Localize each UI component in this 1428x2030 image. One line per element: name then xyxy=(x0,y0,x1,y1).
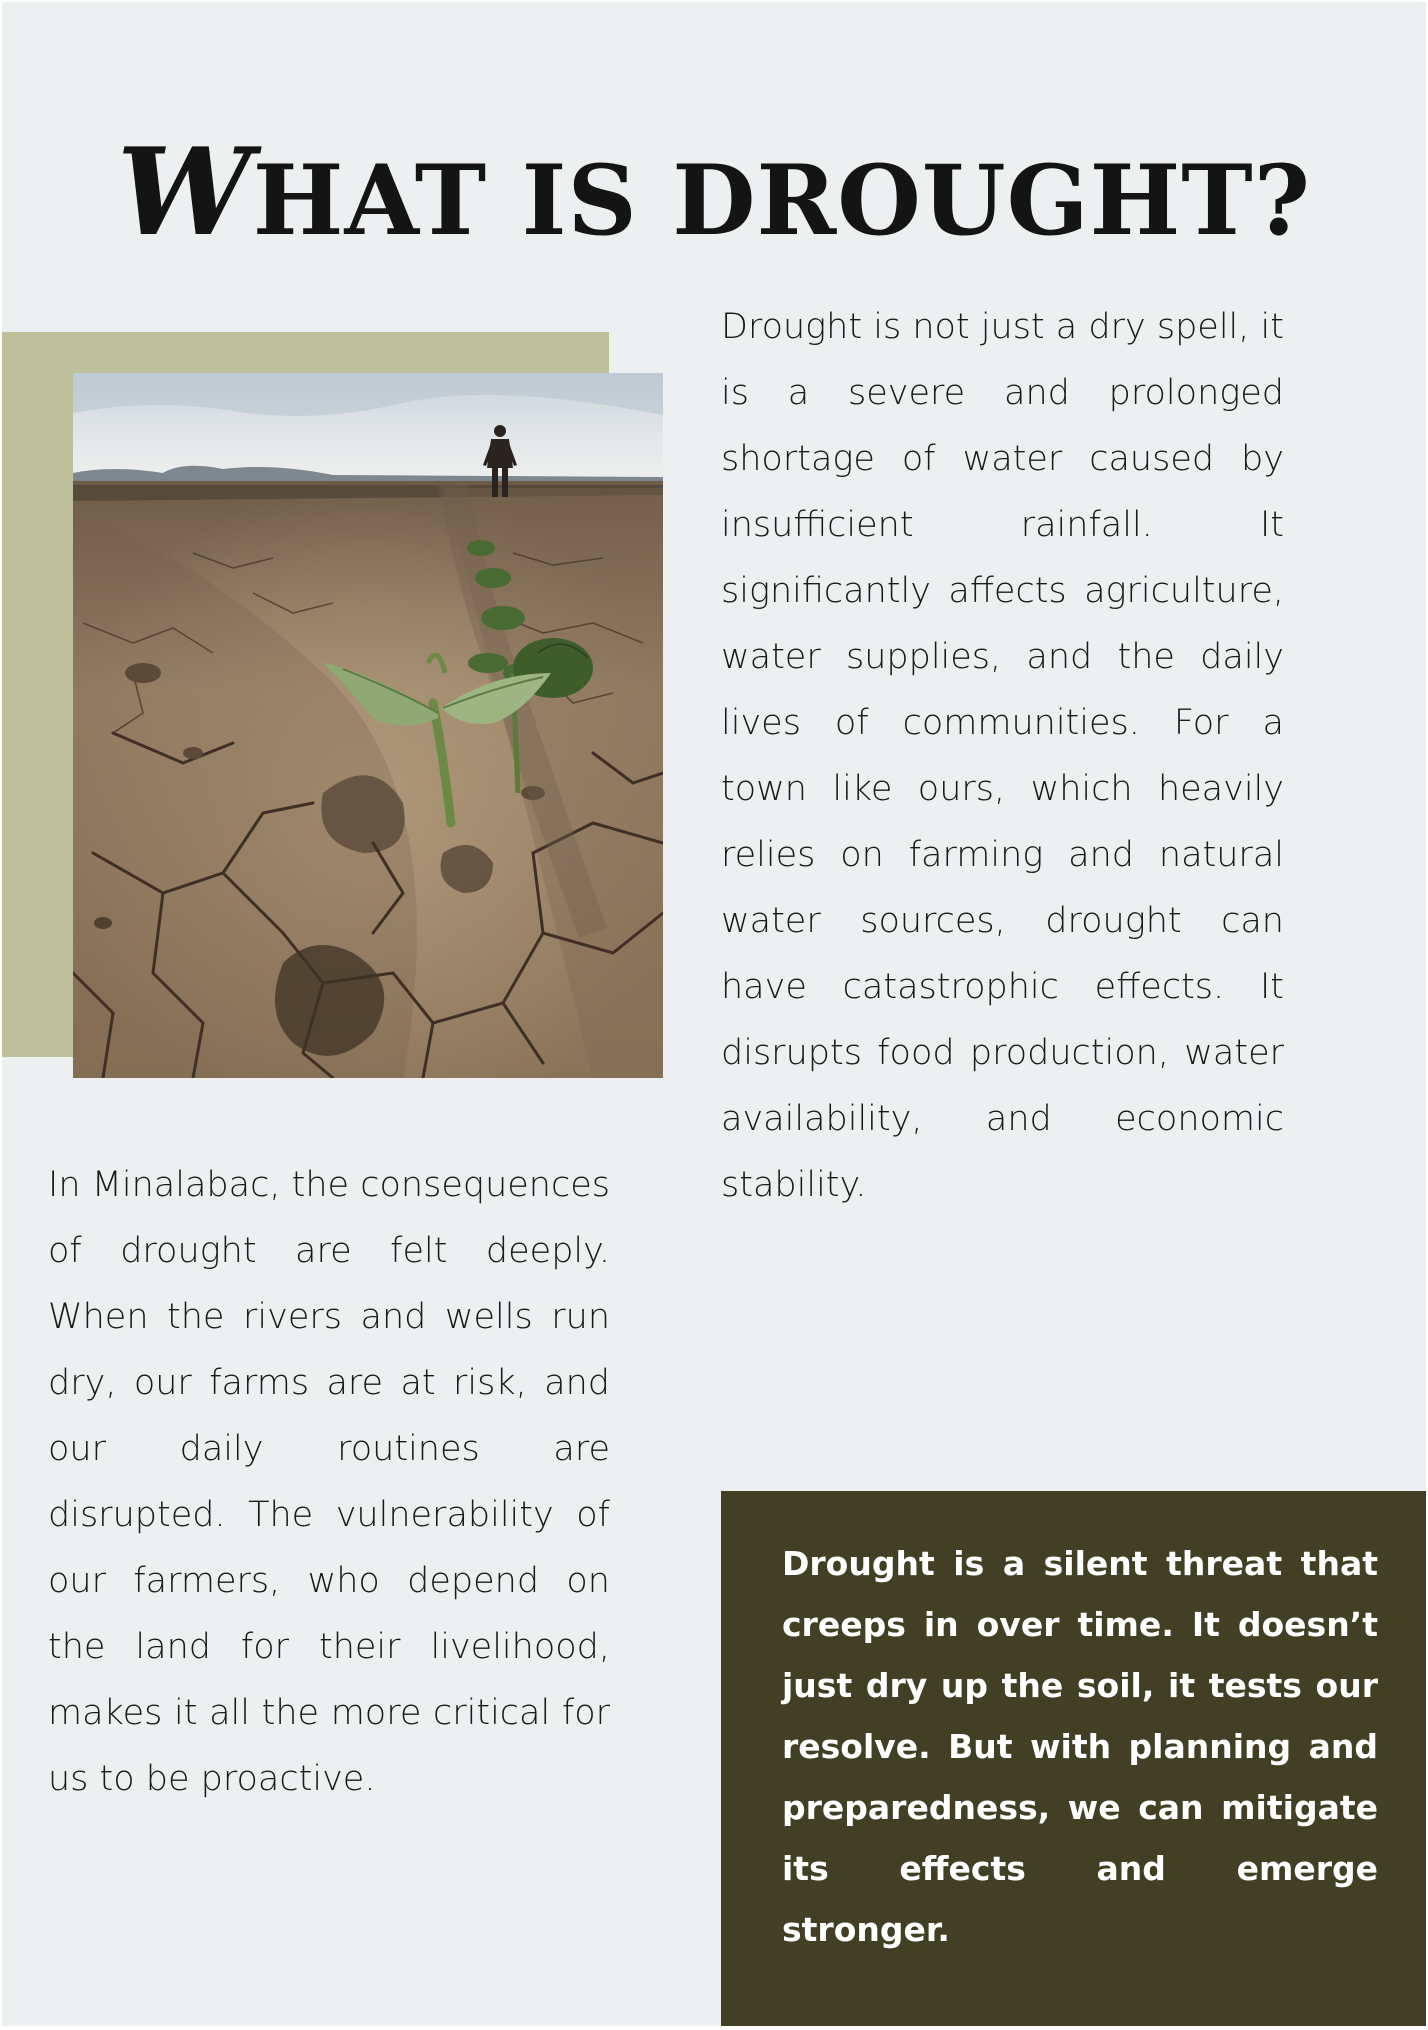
quote-text: Drought is a silent threat that creeps in over time. It doesn’t just dry up the soil, it tests our resolve. But with planning and preparedness, we can mitigate its effects and emerge stronger. xyxy=(782,1544,1378,1949)
quote-box xyxy=(721,1491,1426,2026)
drought-field-photo xyxy=(73,373,663,1078)
page xyxy=(2,2,1426,2026)
intro-paragraph: Drought is not just a dry spell, it is a severe and prolonged shortage of water caused by insufficient rainfall. It significantly affects agriculture, water supplies, and the daily lives of communities. For a town like ours, which heavily relies on farming and natural water sources, drought can have catastrophic effects. It disrupts food production, water availability, and economic stability. xyxy=(721,307,1284,1205)
page-title xyxy=(2,122,1426,263)
local-impact-paragraph: In Minalabac, the consequences of drought are felt deeply. When the rivers and wells run dry, our farms are at risk, and our daily routines are disrupted. The vulnerability of our farmers, who depend on the land for their livelihood, makes it all the more critical for us to be proactive. xyxy=(48,1165,610,1799)
title-rest: HAT IS DROUGHT? xyxy=(252,144,1311,257)
title-initial: W xyxy=(117,122,253,263)
